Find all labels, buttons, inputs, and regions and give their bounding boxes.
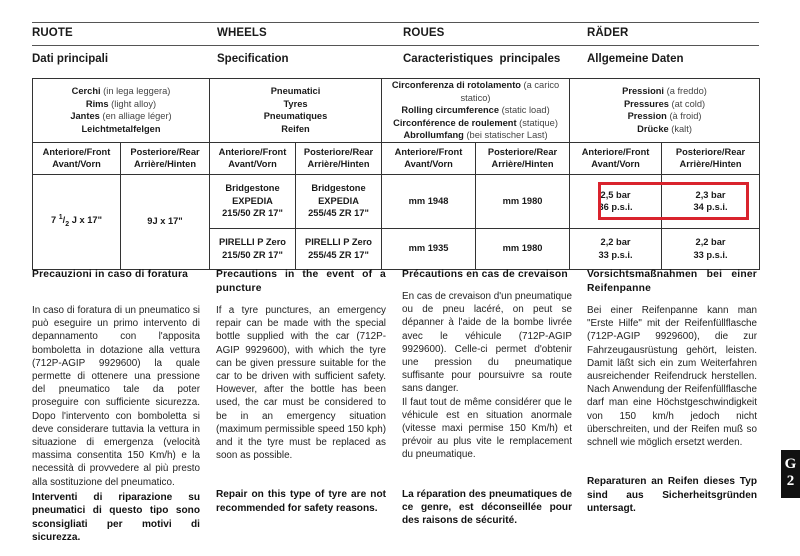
circumference-front: mm 1935 xyxy=(382,228,476,269)
circumference-rear: mm 1980 xyxy=(476,228,570,269)
section-de xyxy=(587,268,757,515)
axle-rear-press: Posteriore/Rear Arrière/Hinten xyxy=(662,142,760,174)
circumference-rear: mm 1980 xyxy=(476,174,570,228)
section-it xyxy=(32,268,200,544)
subtitle-fr: Caracteristiques principales xyxy=(403,53,561,65)
section-title-it: Precauzioni in caso di foratura xyxy=(32,269,189,280)
subtitle-de: Allgemeine Daten xyxy=(587,53,684,65)
section-body-en: If a tyre punctures, an emergency repair can be made with the special bottle supplied with the car (712P-AGIP 9929600), with which the tyre can be given pressure suitable for the car to be driven with sufficient safety. However, after the bottle has been used, the car must be considered to be in an emergency situation (maximum permissible speed 150 kph) and it the tyre must be replaced as soon as possible. xyxy=(216,305,386,462)
tyre-front: Bridgestone EXPEDIA 215/50 ZR 17" xyxy=(210,174,296,228)
axle-header-row xyxy=(33,142,760,174)
axle-front-press: Anteriore/Front Avant/Vorn xyxy=(570,142,662,174)
pressure-rear: 2,2 bar 33 p.s.i. xyxy=(662,228,760,269)
rim-rear-size: 9J x 17" xyxy=(121,174,210,269)
group-pressures: Pressioni (a freddo) Pressures (at cold) Pression (à froid) Drücke (kalt) xyxy=(570,79,760,143)
group-rims: Cerchi (in lega leggera) Rims (light alloy) Jantes (en alliage léger) Leichtmetalfelgen xyxy=(33,79,210,143)
section-title-fr: Précautions en cas de crevaison xyxy=(402,269,568,280)
title-fr: ROUES xyxy=(403,27,445,39)
section-warning-de: Reparaturen an Reifen dieses Typ sind aus Sicherheitsgründen untersagt. xyxy=(587,476,757,515)
axle-front-circ: Anteriore/Front Avant/Vorn xyxy=(382,142,476,174)
page-tab-g2: G 2 xyxy=(781,450,800,498)
section-en xyxy=(216,268,386,515)
circumference-front: mm 1948 xyxy=(382,174,476,228)
tyre-front: PIRELLI P Zero 215/50 ZR 17" xyxy=(210,228,296,269)
section-title-de: Vorsichtsmaßnahmen bei einer Reifenpanne xyxy=(587,269,757,294)
section-body-de: Bei einer Reifenpanne kann man "Erste Hilfe" mit der Reifenfüllflasche (712P-AGIP 9929600), die zur Fahrzeugausrüstung gehört, leisten. Damit läßt sich ein zum Weiterfahren ausreichender Reifendruck herstellen. Nach Anwendung der Reifenfüllflasche darf man eine Höchstgeschwindigkeit von 150 km/h jedoch nicht überschreiten, und der Reifen muß so schnell wie möglich ersetzt werden. xyxy=(587,305,757,449)
pressure-rear: 2,3 bar 34 p.s.i. xyxy=(662,174,760,228)
group-header-row xyxy=(33,79,760,143)
pressure-highlight-box xyxy=(598,182,749,220)
axle-rear-circ: Posteriore/Rear Arrière/Hinten xyxy=(476,142,570,174)
axle-rear-rims: Posteriore/Rear Arrière/Hinten xyxy=(121,142,210,174)
header-rule xyxy=(32,45,759,46)
group-circumference: Circonferenza di rotolamento (a carico statico) Rolling circumference (static load) Circonférence de roulement (statique) Abrollumfang (bei statischer Last) xyxy=(382,79,570,143)
section-body-it: In caso di foratura di un pneumatico si può eseguire un primo intervento di depannamento con l'apposita bomboletta in dotazione alla vettura (712P-AGIP 9929600) la quale permette di ottenere una pressione del pneumatico tale da poter proseguire con sufficiente sicurezza. Dopo l'intervento con bomboletta si deve considerare tuttavia la vettura in situazione di emergenza (velocità massima consentita 150 Km/h) e la necessità di provvedere al più presto alla sostituzione del pneumatico. xyxy=(32,305,200,488)
axle-rear-tyres: Posteriore/Rear Arrière/Hinten xyxy=(296,142,382,174)
section-warning-it: Interventi di riparazione su pneumatici di questo tipo sono sconsigliati per motivi di sicurezza. xyxy=(32,491,200,544)
rim-front-size: 7 $^1/_2$ J x 17" xyxy=(33,174,121,269)
title-en: WHEELS xyxy=(217,27,267,39)
title-it: RUOTE xyxy=(32,27,73,39)
section-warning-en: Repair on this type of tyre are not recommended for safety reasons. xyxy=(216,489,386,514)
group-tyres: Pneumatici Tyres Pneumatiques Reifen xyxy=(210,79,382,143)
wheel-spec-table xyxy=(32,78,760,270)
section-body-fr: En cas de crevaison d'un pneumatique ou de pneu lacéré, on peut se dépanner à l'aide de la bombe livrée avec le véhicule (712P-AGIP 9929600). Celle-ci permet d'obtenir une pression du pneumatique suffisante pour poursuivre sa route sans danger. xyxy=(402,291,572,395)
section-body2-fr: Il faut tout de même considérer que le véhicule est en situation anormale (vitesse maxi permise 150 Km/h) et prévoir au plus vite le remplacement du pneumatique. xyxy=(402,396,572,461)
section-title-en: Precautions in the event of a puncture xyxy=(216,269,386,294)
axle-front-tyres: Anteriore/Front Avant/Vorn xyxy=(210,142,296,174)
section-fr xyxy=(402,268,572,528)
section-warning-fr: La réparation des pneumatiques de ce genre, est déconseillée pour des raisons de sécurité. xyxy=(402,488,572,527)
tyre-rear: PIRELLI P Zero 255/45 ZR 17" xyxy=(296,228,382,269)
title-de: RÄDER xyxy=(587,27,629,39)
top-rule xyxy=(32,22,759,23)
pressure-front: 2,2 bar 33 p.s.i. xyxy=(570,228,662,269)
axle-front-rims: Anteriore/Front Avant/Vorn xyxy=(33,142,121,174)
subtitle-en: Specification xyxy=(217,53,289,65)
subtitle-it: Dati principali xyxy=(32,53,109,65)
pressure-front: 2,5 bar 36 p.s.i. xyxy=(570,174,662,228)
tyre-rear: Bridgestone EXPEDIA 255/45 ZR 17" xyxy=(296,174,382,228)
